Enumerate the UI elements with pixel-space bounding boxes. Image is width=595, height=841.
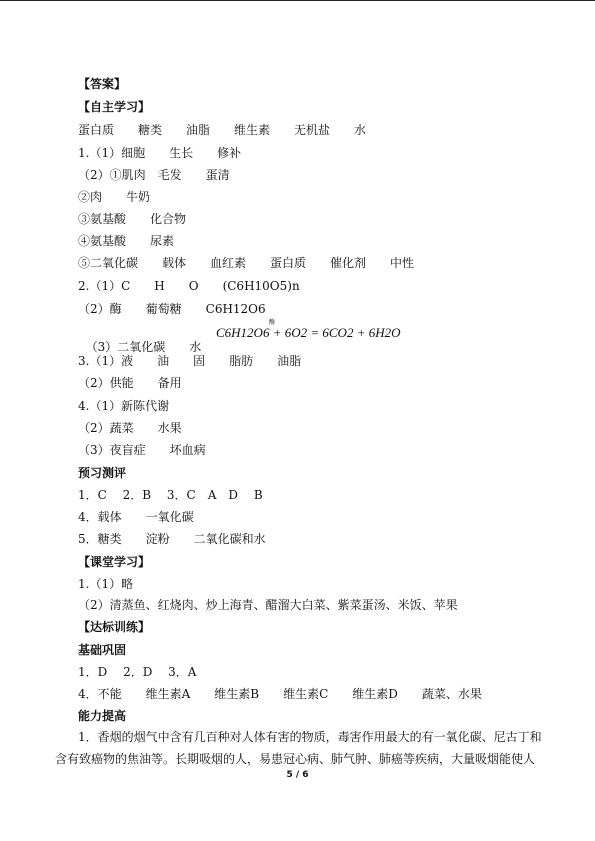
paragraph-line-2: 含有致癌物的焦油等。长期吸烟的人，易患冠心病、肺气肿、肺癌等疾病，大量吸烟能使人 xyxy=(55,752,536,766)
header-rule xyxy=(0,0,595,1)
answer-1-1: 1.（1）细胞 生长 修补 xyxy=(78,146,242,160)
preview-4: 4．载体 一氧化碳 xyxy=(78,510,194,524)
answer-3-1: 3.（1）液 油 固 脂肪 油脂 xyxy=(78,354,302,368)
answer-4-3: （3）夜盲症 坏血病 xyxy=(78,443,206,457)
answer-1-2: （2）①肌肉 毛发 蛋清 xyxy=(78,168,230,182)
answer-2-2: （2）酶 葡萄糖 C6H12O6 xyxy=(78,302,266,316)
class-2: （2）清蒸鱼、红烧肉、炒上海青、醋溜大白菜、紫菜蛋汤、米饭、苹果 xyxy=(78,598,458,612)
paragraph-line-1: 1．香烟的烟气中含有几百种对人体有害的物质，毒害作用最大的有一氧化碳、尼古丁和 xyxy=(78,730,542,744)
self-study-heading: 【自主学习】 xyxy=(78,100,151,114)
answer-3-2: （2）供能 备用 xyxy=(78,376,182,390)
preview-1: 1．C 2．B 3．C A D B xyxy=(78,488,263,502)
chemical-equation: C6H12O6 + 6O2 = 6CO2 + 6H2O xyxy=(216,325,401,340)
answer-2-3 xyxy=(78,326,201,354)
ability-paragraph xyxy=(55,726,543,770)
answer-1-4: ③氨基酸 化合物 xyxy=(78,212,187,226)
basic-heading: 基础巩固 xyxy=(78,643,127,657)
basic-1: 1．D 2．D 3．A xyxy=(78,665,197,679)
answer-heading: 【答案】 xyxy=(78,77,127,91)
answer-1-5: ④氨基酸 尿素 xyxy=(78,234,175,248)
class-1: 1.（1）略 xyxy=(78,577,134,591)
catalyst-label: 酶 xyxy=(269,319,276,326)
preview-heading: 预习测评 xyxy=(78,466,127,480)
page-number: 5 / 6 xyxy=(286,770,309,780)
ability-heading: 能力提高 xyxy=(78,709,127,723)
answer-2-1: 2.（1）C H O (C6H10O5)n xyxy=(78,279,300,293)
answer-4-2: （2）蔬菜 水果 xyxy=(78,421,182,435)
answer-1-3: ②肉 牛奶 xyxy=(78,190,151,204)
answer-2-3-text: （3）二氧化碳 水 xyxy=(85,340,202,354)
training-heading: 【达标训练】 xyxy=(78,620,151,634)
basic-4: 4．不能 维生素A 维生素B 维生素C 维生素D 蔬菜、水果 xyxy=(78,687,482,701)
answer-1-6: ⑤二氧化碳 载体 血红素 蛋白质 催化剂 中性 xyxy=(78,256,415,270)
nutrients-line: 蛋白质 糖类 油脂 维生素 无机盐 水 xyxy=(78,123,367,137)
preview-5: 5．糖类 淀粉 二氧化碳和水 xyxy=(78,532,266,546)
answer-4-1: 4.（1）新陈代谢 xyxy=(78,399,170,413)
class-study-heading: 【课堂学习】 xyxy=(78,555,151,569)
